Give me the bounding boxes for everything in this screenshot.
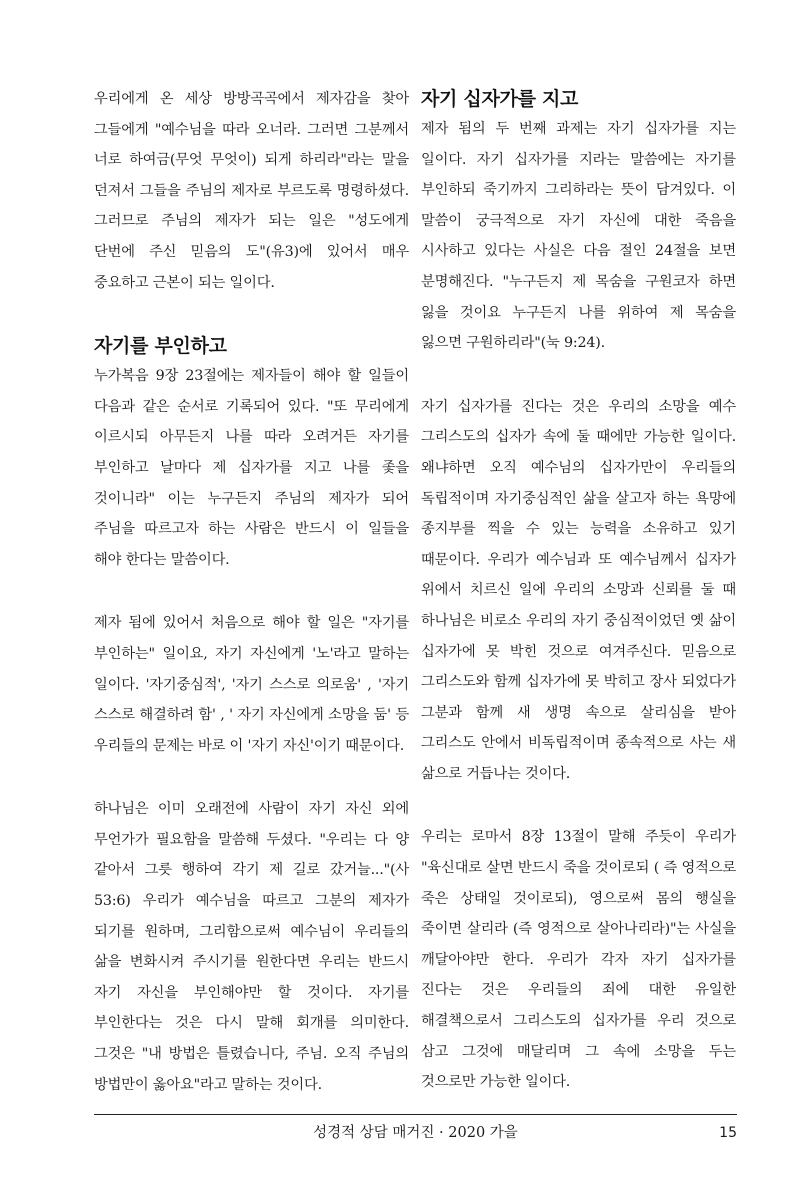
cross-hope-paragraph: 자기 십자가를 진다는 것은 우리의 소망을 예수 그리스도의 십자가 속에 둘 때에만 가능한 일이다. 왜냐하면 오직 예수님의 십자가만이 우리들의 독립적이며 자기중심적인 삶을 살고자 하는 욕망에 종지부를 찍을 수 있는 능력을 소유하고 있기 때문이다. 우리가 예수님과 또 예수님께서 십자가 위에서 치르신 일에 우리의 소망과 신뢰를 둘 때 하나님은 비로소 우리의 자기 중심적이었던 옛 삶이 십자가에 못 박힌 것으로 여겨주신다. 믿음으로 그리스도와 함께 십자가에 못 박히고 장사 되었다가 그분과 함께 새 생명 속으로 살리심을 받아 그리스도 안에서 비독립적이며 종속적으로 사는 새 삶으로 거듭나는 것이다.	[421, 398, 736, 782]
left-column	[94, 84, 409, 1100]
section-heading-deny-self: 자기를 부인하고	[94, 335, 227, 358]
second-task-paragraph: 제자 됨의 두 번째 과제는 자기 십자가를 지는 일이다. 자기 십자가를 지라는 말씀에는 자기를 부인하되 죽기까지 그리하라는 뜻이 담겨있다. 이 말씀이 궁극적으로 자기 자신에 대한 죽음을 시사하고 있다는 사실은 다음 절인 24절을 보면 분명해진다. "누구든지 제 목숨을 구원코자 하면 잃을 것이요 누구든지 나를 위하여 제 목숨을 잃으면 구원하리라"(눅 9:24).	[421, 121, 736, 352]
repentance-paragraph: 하나님은 이미 오래전에 사람이 자기 자신 외에 무언가가 필요함을 말씀해 두셨다. "우리는 다 양 같아서 그릇 행하여 각기 제 길로 갔거늘..."(사 53:6) 우리가 예수님을 따르고 그분의 제자가 되기를 원하며, 그리함으로써 예수님이 우리들의 삶을 변화시켜 주시기를 원한다면 우리는 반드시 자기 자신을 부인해야만 할 것이다. 자기를 부인한다는 것은 다시 말해 회개를 의미한다. 그것은 "내 방법은 틀렸습니다, 주님. 오직 주님의 방법만이 옳아요"라고 말하는 것이다.	[94, 801, 409, 1093]
section-heading-take-cross: 자기 십자가를 지고	[421, 88, 579, 110]
deny-self-paragraph: 제자 됨에 있어서 처음으로 해야 할 일은 "자기를 부인하는" 일이요, 자기 자신에게 '노'라고 말하는 일이다. '자기중심적', '자기 스스로 의로움' , '자기 스스로 해결하려 함' , ' 자기 자신에게 소망을 둠' 등 우리들의 문제는 바로 이 '자기 자신'이기 때문이다.	[94, 615, 409, 754]
romans-paragraph: 우리는 로마서 8장 13절이 말해 주듯이 우리가 "육신대로 살면 반드시 죽을 것이로되 ( 즉 영적으로 죽은 상태일 것이로되), 영으로써 몸의 행실을 죽이면 살리라 (즉 영적으로 살아나리라)"는 사실을 깨달아야만 한다. 우리가 각자 자기 십자가를 진다는 것은 우리들의 죄에 대한 유일한 해결책으로서 그리스도의 십자가를 우리 것으로 삼고 그것에 매달리며 그 속에 소망을 두는 것으로만 가능한 일이다.	[421, 829, 736, 1091]
footer-divider	[94, 1114, 737, 1115]
luke-paragraph: 누가복음 9장 23절에는 제자들이 해야 할 일들이 다음과 같은 순서로 기록되어 있다. "또 무리에게 이르시되 아무든지 나를 따라 오려거든 자기를 부인하고 날마다 제 십자가를 지고 나를 좇을 것이니라" 이는 누구든지 주님의 제자가 되어 주님을 따르고자 하는 사람은 반드시 이 일들을 해야 한다는 말씀이다.	[94, 368, 409, 568]
page-number: 15	[719, 1125, 737, 1141]
footer-magazine-title: 성경적 상담 매거진 · 2020 가을	[313, 1125, 518, 1141]
intro-paragraph: 우리에게 온 세상 방방곡곡에서 제자감을 찾아 그들에게 "예수님을 따라 오너라. 그러면 그분께서 너로 하여금(무엇 무엇이) 되게 하리라"라는 말을 던져서 그들을 주님의 제자로 부르도록 명령하셨다. 그러므로 주님의 제자가 되는 일은 "성도에게 단번에 주신 믿음의 도"(유3)에 있어서 매우 중요하고 근본이 되는 일이다.	[94, 91, 409, 291]
right-column	[421, 84, 736, 1098]
